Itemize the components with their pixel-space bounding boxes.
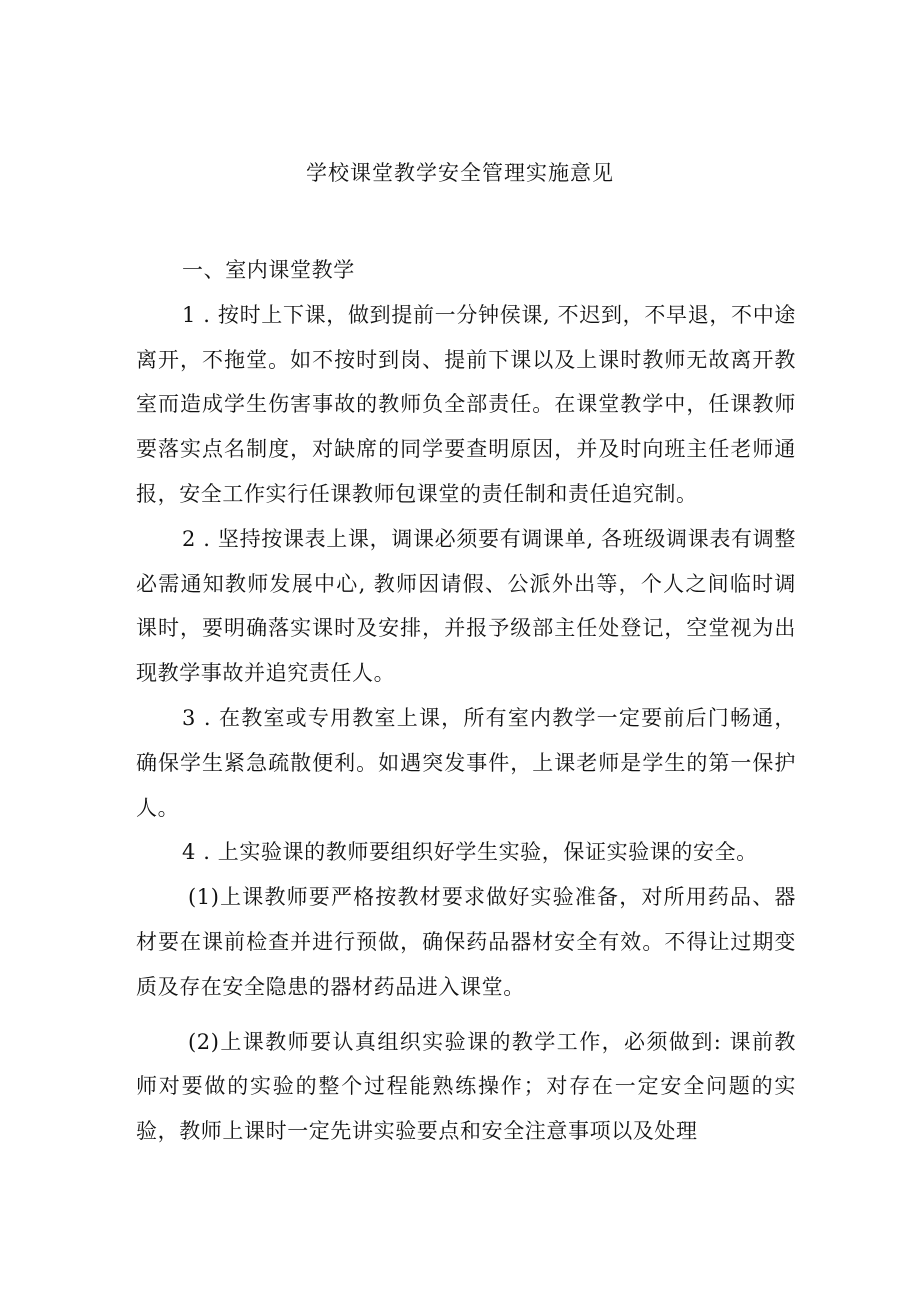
paragraph-4: 4 . 上实验课的教师要组织好学生实验，保证实验课的安全。 <box>182 840 758 865</box>
paragraph-1: 1 . 按时上下课，做到提前一分钟侯课, 不迟到，不早退，不中途离开，不拖堂。如不按时到岗、提前下课以及上课时教师无故离开教室而造成学生伤害事故的教师负全部责任。在课堂教学中，任课教师要落实点名制度，对缺席的同学要查明原因，并及时向班主任老师通报，安全工作实行任课教师包课堂的责任制和责任追究制。 <box>136 302 796 506</box>
paragraph-3: 3 . 在教室或专用教室上课，所有室内教学一定要前后门畅通，确保学生紧急疏散便利。如遇突发事件，上课老师是学生的第一保护人。 <box>136 705 796 820</box>
section-heading: 一、室内课堂教学 <box>182 258 355 282</box>
paragraph-2: 2 . 坚持按课表上课，调课必须要有调课单, 各班级调课表有调整必需通知教师发展中心, 教师因请假、公派外出等，个人之间临时调课时，要明确落实课时及安排，并报予级部主任处登记，空堂视为出现教学事故并追究责任人。 <box>136 526 796 686</box>
document-body <box>136 248 796 1154</box>
paragraph-4-item-2: (2)上课教师要认真组织实验课的教学工作，必须做到: 课前教师对要做的实验的整个过程能熟练操作；对存在一定安全问题的实验，教师上课时一定先讲实验要点和安全注意事项以及处理 <box>136 1029 796 1144</box>
document-title: 学校课堂教学安全管理实施意见 <box>306 161 614 185</box>
paragraph-4-item-1: (1)上课教师要严格按教材要求做好实验准备，对所用药品、器材要在课前检查并进行预做，确保药品器材安全有效。不得让过期变质及存在安全隐患的器材药品进入课堂。 <box>136 885 796 999</box>
